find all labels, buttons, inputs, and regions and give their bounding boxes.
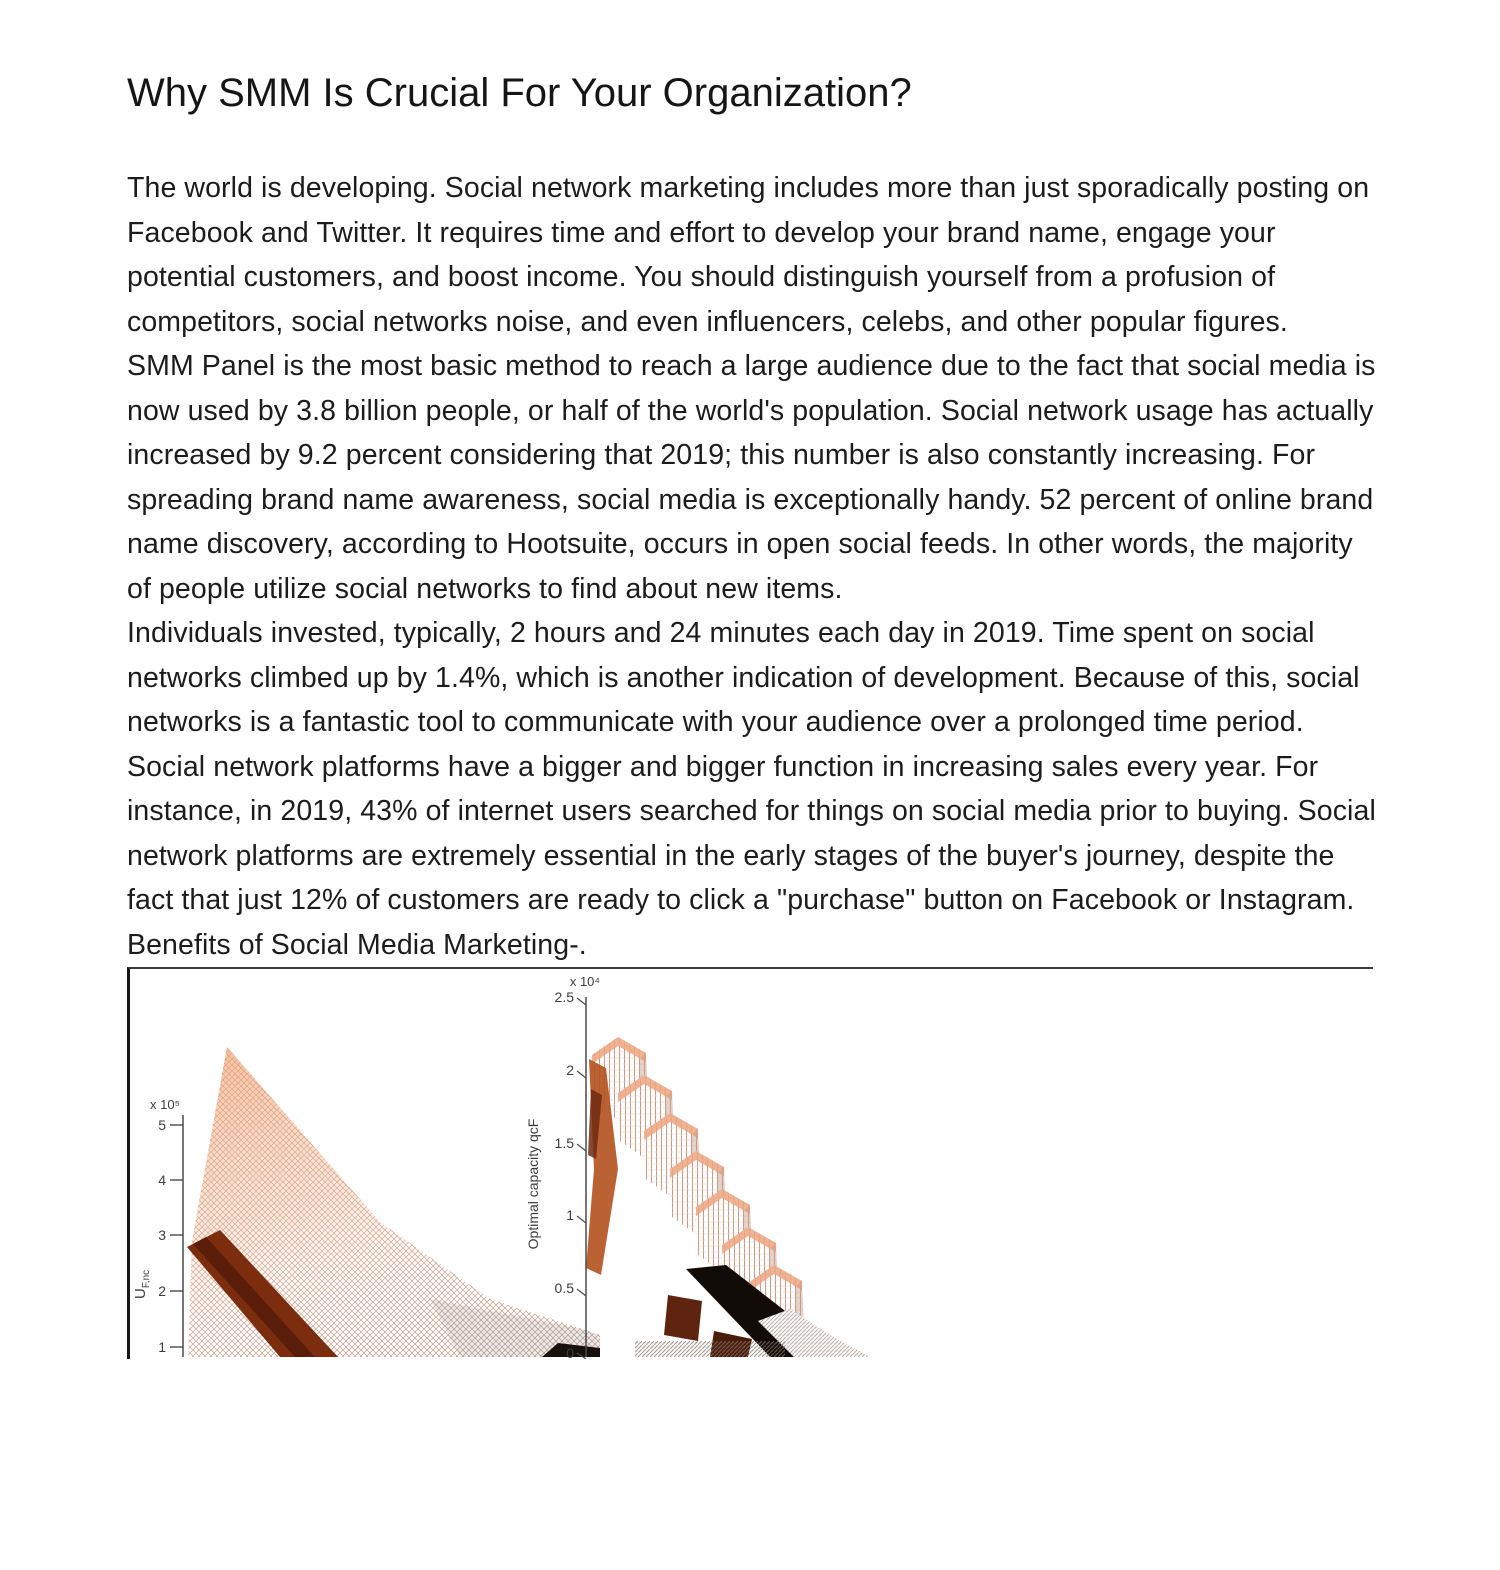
right-ytick-1.5: 1.5 (554, 1135, 574, 1151)
right-ytick-2: 2 (566, 1062, 574, 1078)
right-plot-tick-labels (555, 989, 575, 1359)
left-ytick-5: 5 (158, 1117, 166, 1133)
document-page (127, 70, 1382, 967)
right-plot (525, 974, 870, 1359)
paragraph-3: Individuals invested, typically, 2 hours and 24 minutes each day in 2019. Time spent on social networks climbed up by 1.4%, which is another indication of development. Because of this, social networks is a fantastic tool to communicate with your audience over a prolonged time period. Social network platforms have a bigger and bigger function in increasing sales every year. For instance, in 2019, 43% of internet users searched for things on social media prior to buying. Social network platforms are extremely essential in the early stages of the buyer's journey, despite the fact that just 12% of customers are ready to click a "purchase" button on Facebook or Instagram. (127, 617, 1376, 916)
left-ytick-4: 4 (158, 1172, 166, 1188)
left-plot-tick-labels (158, 1117, 166, 1355)
right-plot-exponent-label: x 10⁴ (569, 974, 600, 989)
paragraph-2: SMM Panel is the most basic method to reach a large audience due to the fact that social media is now used by 3.8 billion people, or half of the world's population. Social network usage has actually increased by 9.2 percent considering that 2019; this number is also constantly increasing. For spreading brand name awareness, social media is exceptionally handy. 52 percent of online brand name discovery, according to Hootsuite, occurs in open social feeds. In other words, the majority of people utilize social networks to find about new items. (127, 350, 1376, 605)
right-plot-ticks (577, 998, 586, 1359)
left-plot-y-axis-label: $U_{F,nc}$ (132, 1269, 152, 1299)
right-plot-brown-patch-1 (664, 1295, 702, 1341)
page-title: Why SMM Is Crucial For Your Organization? (127, 71, 912, 115)
right-ytick-2.5: 2.5 (554, 989, 574, 1005)
left-ytick-2: 2 (158, 1283, 166, 1299)
left-plot-exponent-label: x 10⁵ (150, 1097, 180, 1112)
right-ytick-0.5: 0.5 (554, 1280, 574, 1296)
right-ytick-0: 0 (566, 1345, 574, 1359)
benefits-heading: Benefits of Social Media Marketing-. (127, 928, 587, 961)
right-plot-staircase (586, 1037, 870, 1357)
left-plot-ticks (170, 1125, 183, 1347)
paragraph-1: The world is developing. Social network marketing includes more than just sporadically posting on Facebook and Twitter. It requires time and effort to develop your brand name, engage your potential customers, and boost income. You should distinguish yourself from a profusion of competitors, social networks noise, and even influencers, celebs, and other popular figures. (127, 172, 1370, 338)
surface-plots-image (130, 969, 1373, 1359)
left-ytick-3: 3 (158, 1227, 166, 1243)
article-body (127, 166, 1382, 967)
left-ytick-1: 1 (158, 1339, 166, 1355)
right-plot-bottom-hatch (635, 1341, 785, 1357)
right-ytick-1: 1 (566, 1207, 574, 1223)
embedded-figure (127, 967, 1373, 1359)
right-plot-y-axis-label: Optimal capacity qcF (525, 1118, 541, 1250)
